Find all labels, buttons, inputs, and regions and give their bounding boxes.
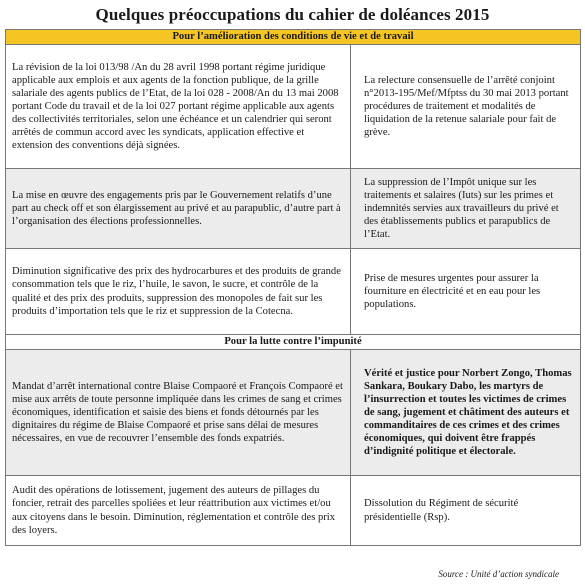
demand-cell-right: Vérité et justice pour Norbert Zongo, Thomas Sankara, Boukary Dabo, les martyrs de l’insurrection et toutes les victimes de crimes de sang, jugement et châtiment des auteurs et commanditaires de ces crimes et des crimes économiques, qui doivent être frappés d’indignité politique et électorale. — [351, 350, 581, 476]
demand-cell-right: La relecture consensuelle de l’arrêté conjoint n°2013-195/Mef/Mfptss du 30 mai 2013 portant procédures de traitement et modalités de liquidation de la retenue salariale pour fait de grève. — [351, 45, 581, 169]
demand-cell-right: La suppression de l’Impôt unique sur les traitements et salaires (Iuts) sur les primes et indemnités servies aux travailleurs du privé et des établissements publics et parapublics de l’Etat. — [351, 169, 581, 249]
demand-cell-left: La révision de la loi 013/98 /An du 28 avril 1998 portant régime juridique applicable aux emplois et aux agents de la fonction publique, de la grille salariale des agents publics de l’Etat, de la loi 028 - 2008/An du 13 mai 2008 portant Code du travail et de la loi 027 portant régime applicable aux agents des collectivités territoriales, selon une échéance et un calendrier qui seront arrêtés de commun accord avec les syndicats, application effective et extension des conventions déjà signées. — [6, 45, 351, 169]
demand-cell-left: Diminution significative des prix des hydrocarbures et des produits de grande consommation tels que le riz, l’huile, le savon, le sucre, et contrôle de la qualité et des prix des produits, suppression des monopoles de fait sur les produits d’importation tels que le riz et suppression de la Cotecna. — [6, 249, 351, 335]
table-row — [6, 249, 581, 335]
table-row — [6, 350, 581, 476]
section-header-impunite: Pour la lutte contre l’impunité — [6, 335, 581, 350]
source-note: Source : Unité d’action syndicale — [438, 569, 559, 579]
page-title: Quelques préoccupations du cahier de doléances 2015 — [95, 5, 490, 24]
demand-cell-right: Prise de mesures urgentes pour assurer la fourniture en électricité et en eau pour les populations. — [351, 249, 581, 335]
demand-cell-right: Dissolution du Régiment de sécurité présidentielle (Rsp). — [351, 476, 581, 546]
section-header-row — [6, 30, 581, 45]
section-header-conditions: Pour l’amélioration des conditions de vie et de travail — [6, 30, 581, 45]
demand-cell-left: La mise en œuvre des engagements pris par le Gouvernement relatifs d’une part au check off et son élargissement au privé et au parapublic, d’autre part à l’organisation des élections professionnelles. — [6, 169, 351, 249]
demand-cell-left: Mandat d’arrêt international contre Blaise Compaoré et François Compaoré et mise aux arrêts de toute personne impliquée dans les crimes de sang et crimes économiques, identification et saisie des biens et fonds détournés par les dignitaires du régime de Blaise Compaoré et prise sans délai de mesures nécessaires, en vue de recouvrer l’ensemble des fonds expatriés. — [6, 350, 351, 476]
table-row — [6, 45, 581, 169]
demand-cell-left: Audit des opérations de lotissement, jugement des auteurs de pillages du foncier, retrait des parcelles spoliées et leur réattribution aux victimes et/ou aux citoyens dans le besoin. Diminution, réglementation et contrôle des prix des loyers. — [6, 476, 351, 546]
section-header-row — [6, 335, 581, 350]
table-row — [6, 476, 581, 546]
doleances-table — [5, 29, 581, 546]
table-row — [6, 169, 581, 249]
